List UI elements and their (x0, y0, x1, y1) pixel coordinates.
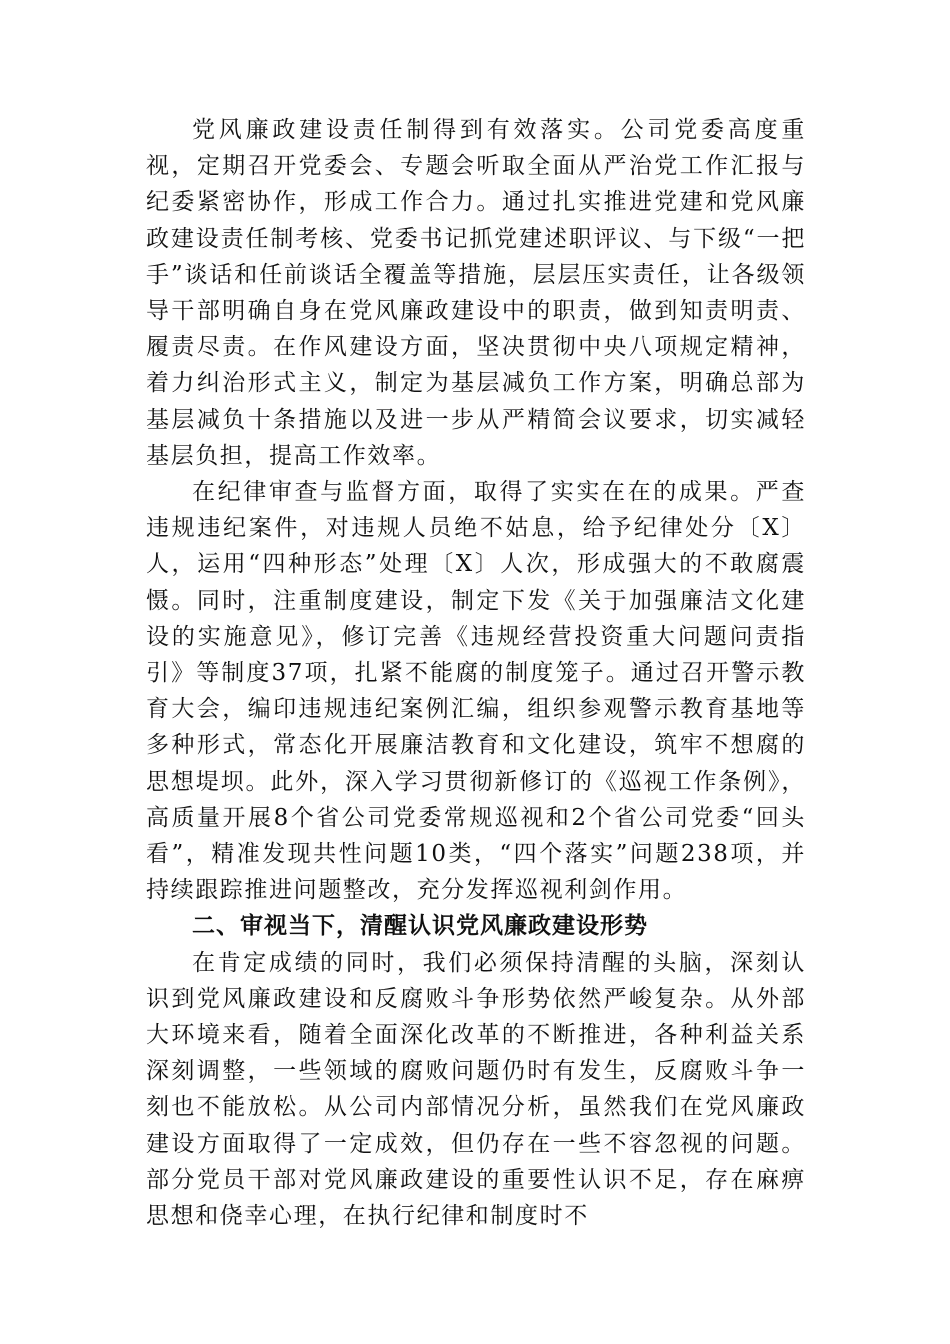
body-paragraph: 党风廉政建设责任制得到有效落实。公司党委高度重视，定期召开党委会、专题会听取全面从严治党工作汇报与纪委紧密协作，形成工作合力。通过扎实推进党建和党风廉政建设责任制考核、党委书记抓党建述职评议、与下级“一把手”谈话和任前谈话全覆盖等措施，层层压实责任，让各级领导干部明确自身在党风廉政建设中的职责，做到知责明责、履责尽责。在作风建设方面，坚决贯彻中央八项规定精神，着力纠治形式主义，制定为基层减负工作方案，明确总部为基层减负十条措施以及进一步从严精简会议要求，切实减轻基层负担，提高工作效率。 (146, 117, 806, 469)
section-heading: 二、审视当下，清醒认识党风廉政建设形势 (192, 913, 648, 940)
body-paragraph: 在纪律审查与监督方面，取得了实实在在的成果。严查违规违纪案件，对违规人员绝不姑息，给予纪律处分〔X〕人，运用“四种形态”处理〔X〕人次，形成强大的不敢腐震慑。同时，注重制度建设，制定下发《关于加强廉洁文化建设的实施意见》，修订完善《违规经营投资重大问题问责指引》等制度37项，扎紧不能腐的制度笼子。通过召开警示教育大会，编印违规违纪案例汇编，组织参观警示教育基地等多种形式，常态化开展廉洁教育和文化建设，筑牢不想腐的思想堤坝。此外，深入学习贯彻新修订的《巡视工作条例》，高质量开展8个省公司党委常规巡视和2个省公司党委“回头看”，精准发现共性问题10类，“四个落实”问题238项，并持续跟踪推进问题整改，充分发挥巡视利剑作用。 (146, 479, 806, 904)
document-page (146, 112, 806, 1234)
body-paragraph: 在肯定成绩的同时，我们必须保持清醒的头脑，深刻认识到党风廉政建设和反腐败斗争形势依然严峻复杂。从外部大环境来看，随着全面深化改革的不断推进，各种利益关系深刻调整，一些领域的腐败问题仍时有发生，反腐败斗争一刻也不能放松。从公司内部情况分析，虽然我们在党风廉政建设方面取得了一定成效，但仍存在一些不容忽视的问题。部分党员干部对党风廉政建设的重要性认识不足，存在麻痹思想和侥幸心理，在执行纪律和制度时不 (146, 949, 806, 1230)
